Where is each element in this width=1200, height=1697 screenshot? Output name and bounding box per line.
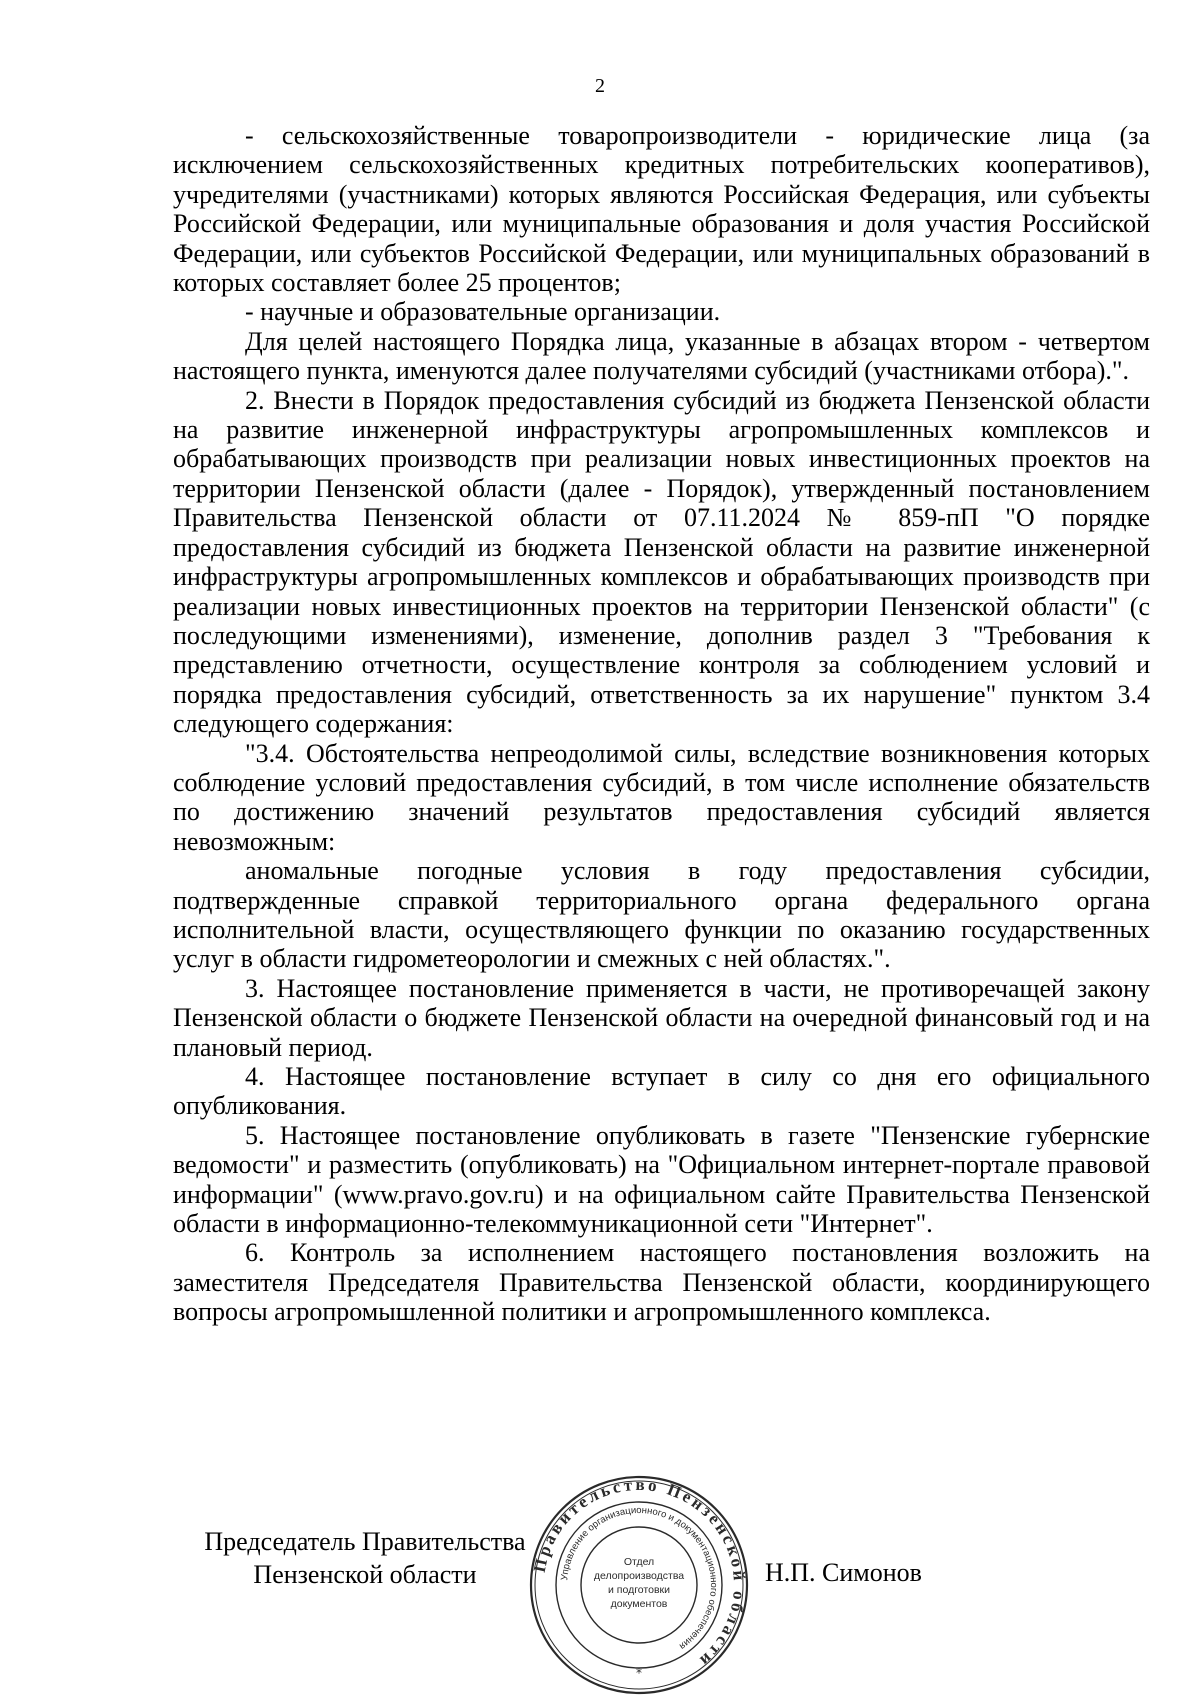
- paragraph-recipients-definition: Для целей настоящего Порядка лица, указанные в абзацах втором - четвертом настоящего пункта, именуются далее получателями субсидий (участниками отбора).".: [173, 326, 1150, 386]
- paragraph-item-3-4: "3.4. Обстоятельства непреодолимой силы, вследствие возникновения которых соблюдение условий предоставления субсидий, в том числе исполнение обязательств по достижению значений результатов предоставления субсидий является невозможным:: [173, 738, 1150, 856]
- paragraph-scientific-orgs: - научные и образовательные организации.: [245, 297, 721, 327]
- seal-outer-ring: [529, 1474, 750, 1693]
- seal-center-line4: документов: [610, 1598, 668, 1610]
- official-seal: [527, 1473, 751, 1697]
- signatory-title-line1: Председатель Правительства: [204, 1527, 526, 1556]
- seal-center-line2: делопроизводства: [593, 1570, 685, 1582]
- paragraph-legal-entities: - сельскохозяйственные товаропроизводители - юридические лица (за исключением сельскохозяйственных кредитных потребительских кооперативов), учредителями (участниками) которых являются Российская Федерация, или субъекты Российской Федерации, или муниципальные образования и доля участия Российской Федерации, или субъектов Российской Федерации, или муниципальных образований в которых составляет более 25 процентов;: [173, 121, 1150, 298]
- seal-ring-text: Управление организационного и документационного обеспечения: [559, 1504, 720, 1652]
- seal-inner-ring: [581, 1527, 697, 1643]
- seal-center-line3: и подготовки: [608, 1584, 670, 1596]
- paragraph-item-5: 5. Настоящее постановление опубликовать в газете "Пензенские губернские ведомости" и разместить (опубликовать) на "Официальном интернет-портале правовой информации" (www.pravo.gov.ru) и на официальном сайте Правительства Пензенской области в информационно-телекоммуникационной сети "Интернет".: [173, 1120, 1150, 1239]
- page-number: 2: [595, 75, 605, 97]
- seal-outer-text: Правительство Пензенской области: [529, 1474, 750, 1672]
- signatory-title: [185, 1525, 545, 1591]
- paragraph-item-3: 3. Настоящее постановление применяется в части, не противоречащей закону Пензенской области о бюджете Пензенской области на очередной финансовый год и на плановый период.: [173, 973, 1150, 1062]
- paragraph-item-2: 2. Внести в Порядок предоставления субсидий из бюджета Пензенской области на развитие инженерной инфраструктуры агропромышленных комплексов и обрабатывающих производств при реализации новых инвестиционных проектов на территории Пензенской области (далее - Порядок), утвержденный постановлением Правительства Пензенской области от 07.11.2024 № 859-пП "О порядке предоставления субсидий из бюджета Пензенской области на развитие инженерной инфраструктуры агропромышленных комплексов и обрабатывающих производств при реализации новых инвестиционных проектов на территории Пензенской области" (с последующими изменениями), изменение, дополнив раздел 3 "Требования к представлению отчетности, осуществление контроля за соблюдением условий и порядка предоставления субсидий, ответственность за их нарушение" пунктом 3.4 следующего содержания:: [173, 385, 1150, 739]
- signatory-name: Н.П. Симонов: [765, 1558, 922, 1587]
- document-body: [173, 121, 1150, 1327]
- seal-outer-ring-inner: [535, 1481, 743, 1689]
- paragraph-item-6: 6. Контроль за исполнением настоящего постановления возложить на заместителя Председателя Правительства Пензенской области, координирующего вопросы агропромышленной политики и агропромышленного комплекса.: [173, 1238, 1150, 1327]
- seal-middle-ring: [556, 1502, 722, 1668]
- signatory-title-line2: Пензенской области: [253, 1560, 477, 1589]
- paragraph-item-4: 4. Настоящее постановление вступает в силу со дня его официального опубликования.: [173, 1062, 1150, 1121]
- seal-star-icon: *: [636, 1666, 642, 1680]
- seal-center-line1: Отдел: [623, 1556, 655, 1568]
- paragraph-weather-conditions: аномальные погодные условия в году предоставления субсидии, подтвержденные справкой территориального органа федерального органа исполнительной власти, осуществляющего функции по оказанию государственных услуг в области гидрометеорологии и смежных с ней областях.".: [173, 856, 1150, 974]
